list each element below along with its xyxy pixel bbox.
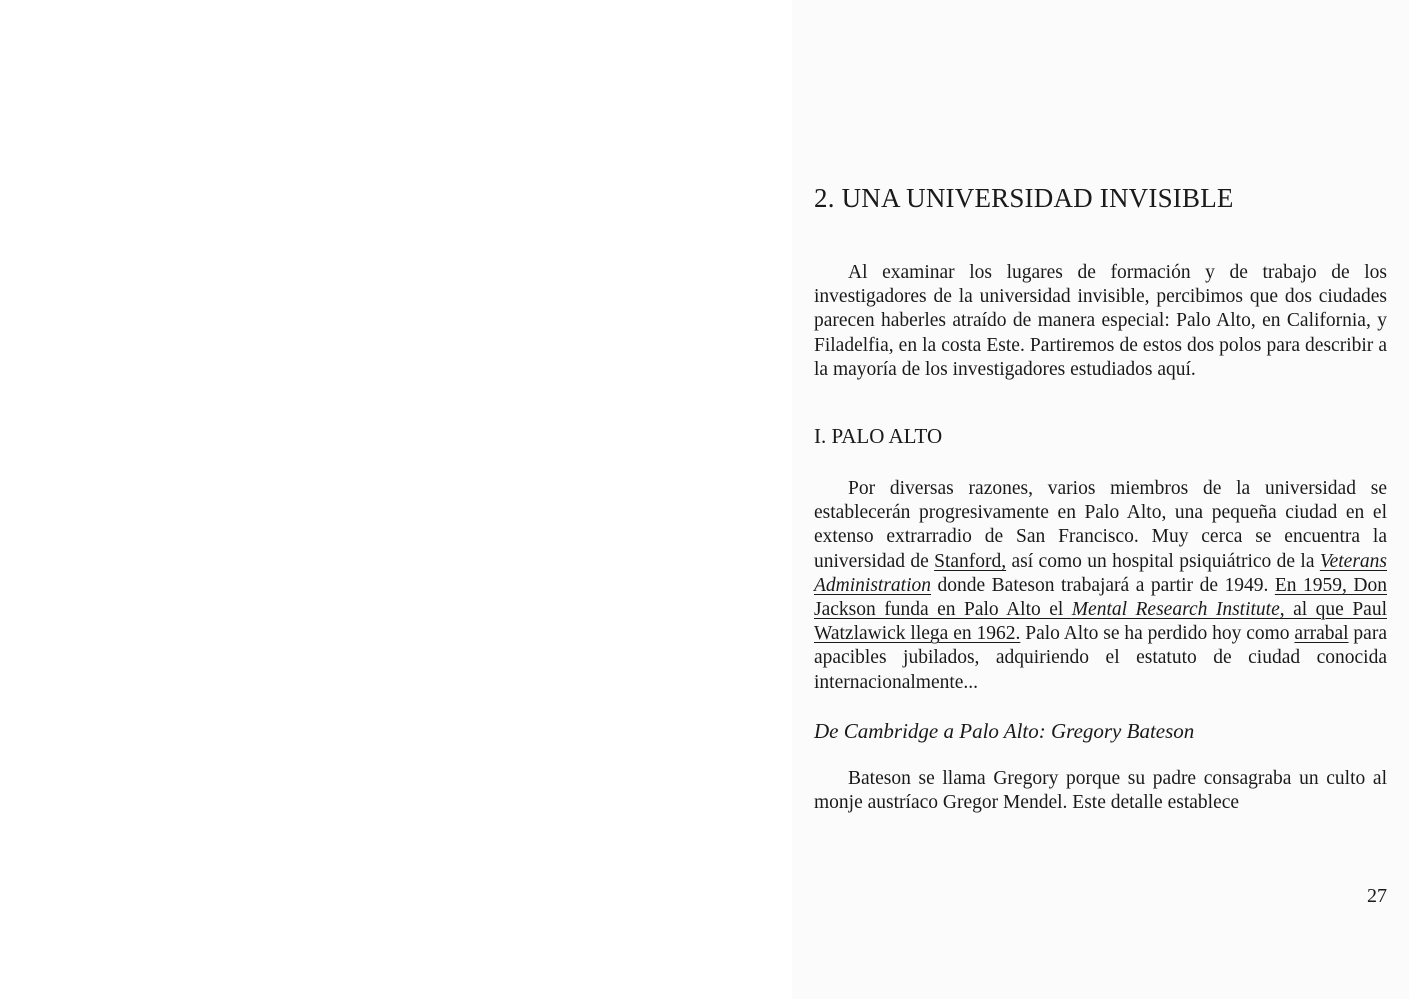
subsection-title: De Cambridge a Palo Alto: Gregory Bateson [814, 718, 1195, 743]
underlined-mri-sentence-end: , al que Paul Watzlawick llega en 1962. [814, 599, 1387, 645]
underlined-stanford: Stanford, [934, 550, 1007, 572]
bateson-paragraph: Bateson se llama Gregory porque su padre consagraba un culto al monje austríaco Gregor Mendel. Este detalle establece [814, 767, 1387, 814]
text-run: Por diversas razones, varios miembros de la universidad se establecerán progresivamente en Palo Alto, una pequeña ciudad en el extenso extrarradio de San Francisco. Muy cerca se encuentra la universidad de [814, 478, 1387, 572]
intro-paragraph: Al examinar los lugares de formación y de trabajo de los investigadores de la universidad invisible, percibimos que dos ciudades parecen haberles atraído de manera especial: Palo Alto, en California, y Filadelfia, en la costa Este. Partiremos de estos dos polos para describir a la mayoría de los investigadores estudiados aquí. [814, 262, 1387, 380]
page-content [814, 178, 1387, 815]
text-run: donde Bateson trabajará a partir de 1949. [931, 574, 1275, 596]
palo-alto-paragraph [814, 477, 1387, 695]
underlined-arrabal: arrabal [1294, 623, 1349, 645]
chapter-title: 2. UNA UNIVERSIDAD INVISIBLE [814, 183, 1234, 213]
text-run: Palo Alto se ha perdido hoy como [1020, 623, 1295, 645]
text-run: para apacibles jubilados, adquiriendo el estatuto de ciudad conocida internacionalmente... [814, 623, 1387, 693]
underlined-mri-sentence-start: En 1959, Don Jackson funda en Palo Alto el [814, 574, 1387, 621]
section-title: I. PALO ALTO [814, 424, 943, 449]
right-page [792, 0, 1409, 999]
italic-mental-research-institute: Mental Research Institute [1071, 599, 1280, 621]
italic-veterans-administration: Veterans Administration [814, 550, 1387, 596]
page-number: 27 [1367, 885, 1387, 907]
text-run: así como un hospital psiquiátrico de la [1006, 550, 1320, 572]
